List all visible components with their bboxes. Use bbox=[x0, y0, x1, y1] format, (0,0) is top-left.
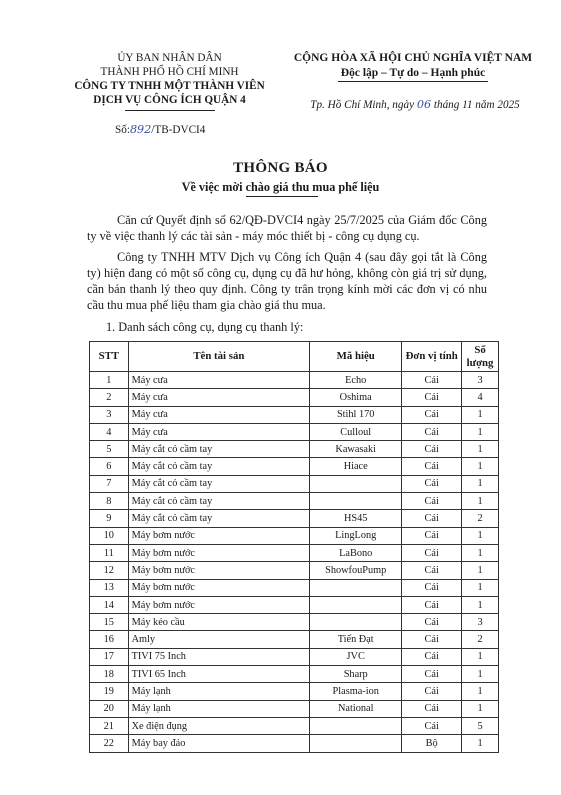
cell-unit: Cái bbox=[402, 666, 462, 683]
cell-code: Sharp bbox=[310, 666, 402, 683]
table-row bbox=[90, 372, 499, 389]
table-row bbox=[90, 700, 499, 717]
cell-quantity: 1 bbox=[462, 648, 499, 665]
table-row bbox=[90, 579, 499, 596]
cell-stt: 20 bbox=[90, 700, 129, 717]
table-header-row bbox=[90, 342, 499, 372]
cell-asset-name: Máy cắt cỏ cầm tay bbox=[128, 458, 310, 475]
cell-asset-name: Máy lạnh bbox=[128, 683, 310, 700]
date-day-handwritten: 06 bbox=[416, 98, 432, 111]
table-row bbox=[90, 683, 499, 700]
cell-quantity: 1 bbox=[462, 458, 499, 475]
cell-unit: Cái bbox=[402, 406, 462, 423]
cell-stt: 1 bbox=[90, 372, 129, 389]
cell-unit: Cái bbox=[402, 475, 462, 492]
cell-asset-name: Máy kéo cầu bbox=[128, 614, 310, 631]
cell-asset-name: Máy cắt cỏ cầm tay bbox=[128, 475, 310, 492]
cell-stt: 18 bbox=[90, 666, 129, 683]
cell-stt: 16 bbox=[90, 631, 129, 648]
cell-quantity: 1 bbox=[462, 579, 499, 596]
cell-code: Tiến Đạt bbox=[310, 631, 402, 648]
cell-asset-name: Amly bbox=[128, 631, 310, 648]
cell-code: LingLong bbox=[310, 527, 402, 544]
doc-number-handwritten: 892 bbox=[129, 123, 152, 136]
table-row bbox=[90, 458, 499, 475]
cell-unit: Cái bbox=[402, 423, 462, 440]
issuer-line-3: CÔNG TY TNHH MỘT THÀNH VIÊN bbox=[74, 80, 265, 92]
asset-table bbox=[89, 341, 499, 753]
cell-unit: Cái bbox=[402, 648, 462, 665]
cell-stt: 5 bbox=[90, 441, 129, 458]
cell-quantity: 1 bbox=[462, 527, 499, 544]
cell-unit: Cái bbox=[402, 562, 462, 579]
asset-table-body bbox=[90, 372, 499, 753]
cell-quantity: 1 bbox=[462, 406, 499, 423]
cell-unit: Cái bbox=[402, 631, 462, 648]
doc-number-prefix: Số: bbox=[115, 124, 130, 136]
motto-underline bbox=[338, 81, 488, 82]
cell-asset-name: Máy bơm nước bbox=[128, 596, 310, 613]
table-row bbox=[90, 666, 499, 683]
issuer-line-2: THÀNH PHỐ HỒ CHÍ MINH bbox=[100, 66, 239, 78]
cell-quantity: 5 bbox=[462, 717, 499, 734]
cell-asset-name: Máy cắt cỏ cầm tay bbox=[128, 441, 310, 458]
table-row bbox=[90, 648, 499, 665]
document-title: THÔNG BÁO bbox=[233, 160, 328, 176]
cell-stt: 10 bbox=[90, 527, 129, 544]
cell-code bbox=[310, 493, 402, 510]
cell-asset-name: Máy bơm nước bbox=[128, 527, 310, 544]
cell-quantity: 1 bbox=[462, 544, 499, 561]
cell-code bbox=[310, 614, 402, 631]
header-stt: STT bbox=[90, 342, 129, 372]
cell-asset-name: Máy cắt cỏ cầm tay bbox=[128, 510, 310, 527]
cell-code: Culloul bbox=[310, 423, 402, 440]
cell-unit: Cái bbox=[402, 372, 462, 389]
cell-unit: Cái bbox=[402, 683, 462, 700]
national-motto: Độc lập – Tự do – Hạnh phúc bbox=[340, 67, 486, 79]
header-quantity: Số lượng bbox=[462, 342, 499, 372]
cell-stt: 2 bbox=[90, 389, 129, 406]
cell-quantity: 2 bbox=[462, 631, 499, 648]
cell-stt: 22 bbox=[90, 735, 129, 752]
cell-quantity: 2 bbox=[462, 510, 499, 527]
cell-stt: 11 bbox=[90, 544, 129, 561]
cell-unit: Cái bbox=[402, 717, 462, 734]
cell-code: Oshima bbox=[310, 389, 402, 406]
national-header bbox=[278, 51, 548, 82]
cell-code: Echo bbox=[310, 372, 402, 389]
cell-asset-name: Máy cưa bbox=[128, 423, 310, 440]
cell-quantity: 1 bbox=[462, 441, 499, 458]
cell-unit: Cái bbox=[402, 544, 462, 561]
date-prefix: Tp. Hồ Chí Minh, ngày bbox=[310, 99, 417, 111]
cell-code bbox=[310, 596, 402, 613]
cell-stt: 14 bbox=[90, 596, 129, 613]
cell-code: Stihl 170 bbox=[310, 406, 402, 423]
table-row bbox=[90, 441, 499, 458]
cell-code: ShowfouPump bbox=[310, 562, 402, 579]
cell-stt: 21 bbox=[90, 717, 129, 734]
cell-asset-name: Máy lạnh bbox=[128, 700, 310, 717]
cell-code: Hiace bbox=[310, 458, 402, 475]
cell-code bbox=[310, 579, 402, 596]
cell-stt: 3 bbox=[90, 406, 129, 423]
cell-code: National bbox=[310, 700, 402, 717]
cell-quantity: 3 bbox=[462, 372, 499, 389]
issuer-line-4: DỊCH VỤ CÔNG ÍCH QUẬN 4 bbox=[93, 94, 246, 106]
cell-unit: Cái bbox=[402, 389, 462, 406]
cell-quantity: 1 bbox=[462, 493, 499, 510]
cell-stt: 4 bbox=[90, 423, 129, 440]
cell-asset-name: Máy cắt cỏ cầm tay bbox=[128, 493, 310, 510]
cell-code: Kawasaki bbox=[310, 441, 402, 458]
cell-quantity: 1 bbox=[462, 475, 499, 492]
list-item-asset-list: 1. Danh sách công cụ, dụng cụ thanh lý: bbox=[106, 320, 304, 334]
cell-stt: 15 bbox=[90, 614, 129, 631]
table-row bbox=[90, 735, 499, 752]
doc-number-suffix: /TB-DVCI4 bbox=[151, 124, 206, 136]
header-code: Mã hiệu bbox=[310, 342, 402, 372]
date-suffix: tháng 11 năm 2025 bbox=[431, 99, 520, 111]
cell-quantity: 1 bbox=[462, 683, 499, 700]
cell-stt: 7 bbox=[90, 475, 129, 492]
cell-quantity: 1 bbox=[462, 596, 499, 613]
cell-unit: Bộ bbox=[402, 735, 462, 752]
cell-stt: 13 bbox=[90, 579, 129, 596]
document-number bbox=[115, 123, 205, 136]
cell-quantity: 1 bbox=[462, 423, 499, 440]
cell-code: Plasma-ion bbox=[310, 683, 402, 700]
cell-quantity: 4 bbox=[462, 389, 499, 406]
cell-code bbox=[310, 717, 402, 734]
table-row bbox=[90, 423, 499, 440]
table-row bbox=[90, 510, 499, 527]
header-asset-name: Tên tài sản bbox=[128, 342, 310, 372]
cell-unit: Cái bbox=[402, 596, 462, 613]
issuer-header bbox=[42, 51, 297, 111]
cell-unit: Cái bbox=[402, 700, 462, 717]
cell-asset-name: TIVI 75 Inch bbox=[128, 648, 310, 665]
issuer-underline bbox=[125, 110, 215, 111]
cell-quantity: 1 bbox=[462, 666, 499, 683]
table-row bbox=[90, 493, 499, 510]
cell-asset-name: Máy bơm nước bbox=[128, 562, 310, 579]
cell-quantity: 1 bbox=[462, 735, 499, 752]
cell-unit: Cái bbox=[402, 527, 462, 544]
cell-code bbox=[310, 475, 402, 492]
table-row bbox=[90, 596, 499, 613]
cell-unit: Cái bbox=[402, 441, 462, 458]
table-row bbox=[90, 544, 499, 561]
cell-unit: Cái bbox=[402, 614, 462, 631]
paragraph-invitation: Công ty TNHH MTV Dịch vụ Công ích Quận 4 (sau đây gọi tắt là Công ty) hiện đang có một số công cụ, dụng cụ đã hư hỏng, không còn giá trị sử dụng, cần bán thanh lý theo quy định. Công ty trân trọng kính mời các đơn vị có nhu cầu thu mua phế liệu tham gia chào giá thu mua. bbox=[87, 250, 487, 312]
table-row bbox=[90, 389, 499, 406]
cell-stt: 8 bbox=[90, 493, 129, 510]
cell-stt: 9 bbox=[90, 510, 129, 527]
cell-code: JVC bbox=[310, 648, 402, 665]
cell-unit: Cái bbox=[402, 510, 462, 527]
paragraph-basis: Căn cứ Quyết định số 62/QĐ-DVCI4 ngày 25/7/2025 của Giám đốc Công ty về việc thanh lý các tài sản - máy móc thiết bị - công cụ dụng cụ. bbox=[87, 213, 487, 243]
cell-asset-name: Máy cưa bbox=[128, 389, 310, 406]
cell-asset-name: Máy cưa bbox=[128, 372, 310, 389]
table-row bbox=[90, 717, 499, 734]
cell-stt: 19 bbox=[90, 683, 129, 700]
cell-code: LaBono bbox=[310, 544, 402, 561]
cell-asset-name: Máy cưa bbox=[128, 406, 310, 423]
cell-asset-name: Máy bơm nước bbox=[128, 579, 310, 596]
table-row bbox=[90, 562, 499, 579]
cell-asset-name: Xe điện đụng bbox=[128, 717, 310, 734]
cell-unit: Cái bbox=[402, 493, 462, 510]
subtitle-underline bbox=[246, 196, 318, 197]
cell-quantity: 1 bbox=[462, 562, 499, 579]
cell-unit: Cái bbox=[402, 458, 462, 475]
cell-stt: 12 bbox=[90, 562, 129, 579]
cell-unit: Cái bbox=[402, 579, 462, 596]
cell-quantity: 3 bbox=[462, 614, 499, 631]
table-row bbox=[90, 406, 499, 423]
cell-asset-name: TIVI 65 Inch bbox=[128, 666, 310, 683]
table-row bbox=[90, 631, 499, 648]
cell-asset-name: Máy bơm nước bbox=[128, 544, 310, 561]
issue-date bbox=[285, 98, 545, 111]
header-unit: Đơn vị tính bbox=[402, 342, 462, 372]
cell-code bbox=[310, 735, 402, 752]
cell-code: HS45 bbox=[310, 510, 402, 527]
table-row bbox=[90, 475, 499, 492]
table-row bbox=[90, 527, 499, 544]
cell-stt: 6 bbox=[90, 458, 129, 475]
table-row bbox=[90, 614, 499, 631]
cell-asset-name: Máy bay đảo bbox=[128, 735, 310, 752]
cell-stt: 17 bbox=[90, 648, 129, 665]
national-title: CỘNG HÒA XÃ HỘI CHỦ NGHĨA VIỆT NAM bbox=[293, 52, 533, 64]
cell-quantity: 1 bbox=[462, 700, 499, 717]
issuer-line-1: ỦY BAN NHÂN DÂN bbox=[117, 52, 222, 64]
document-subtitle: Về việc mời chào giá thu mua phế liệu bbox=[181, 180, 380, 194]
